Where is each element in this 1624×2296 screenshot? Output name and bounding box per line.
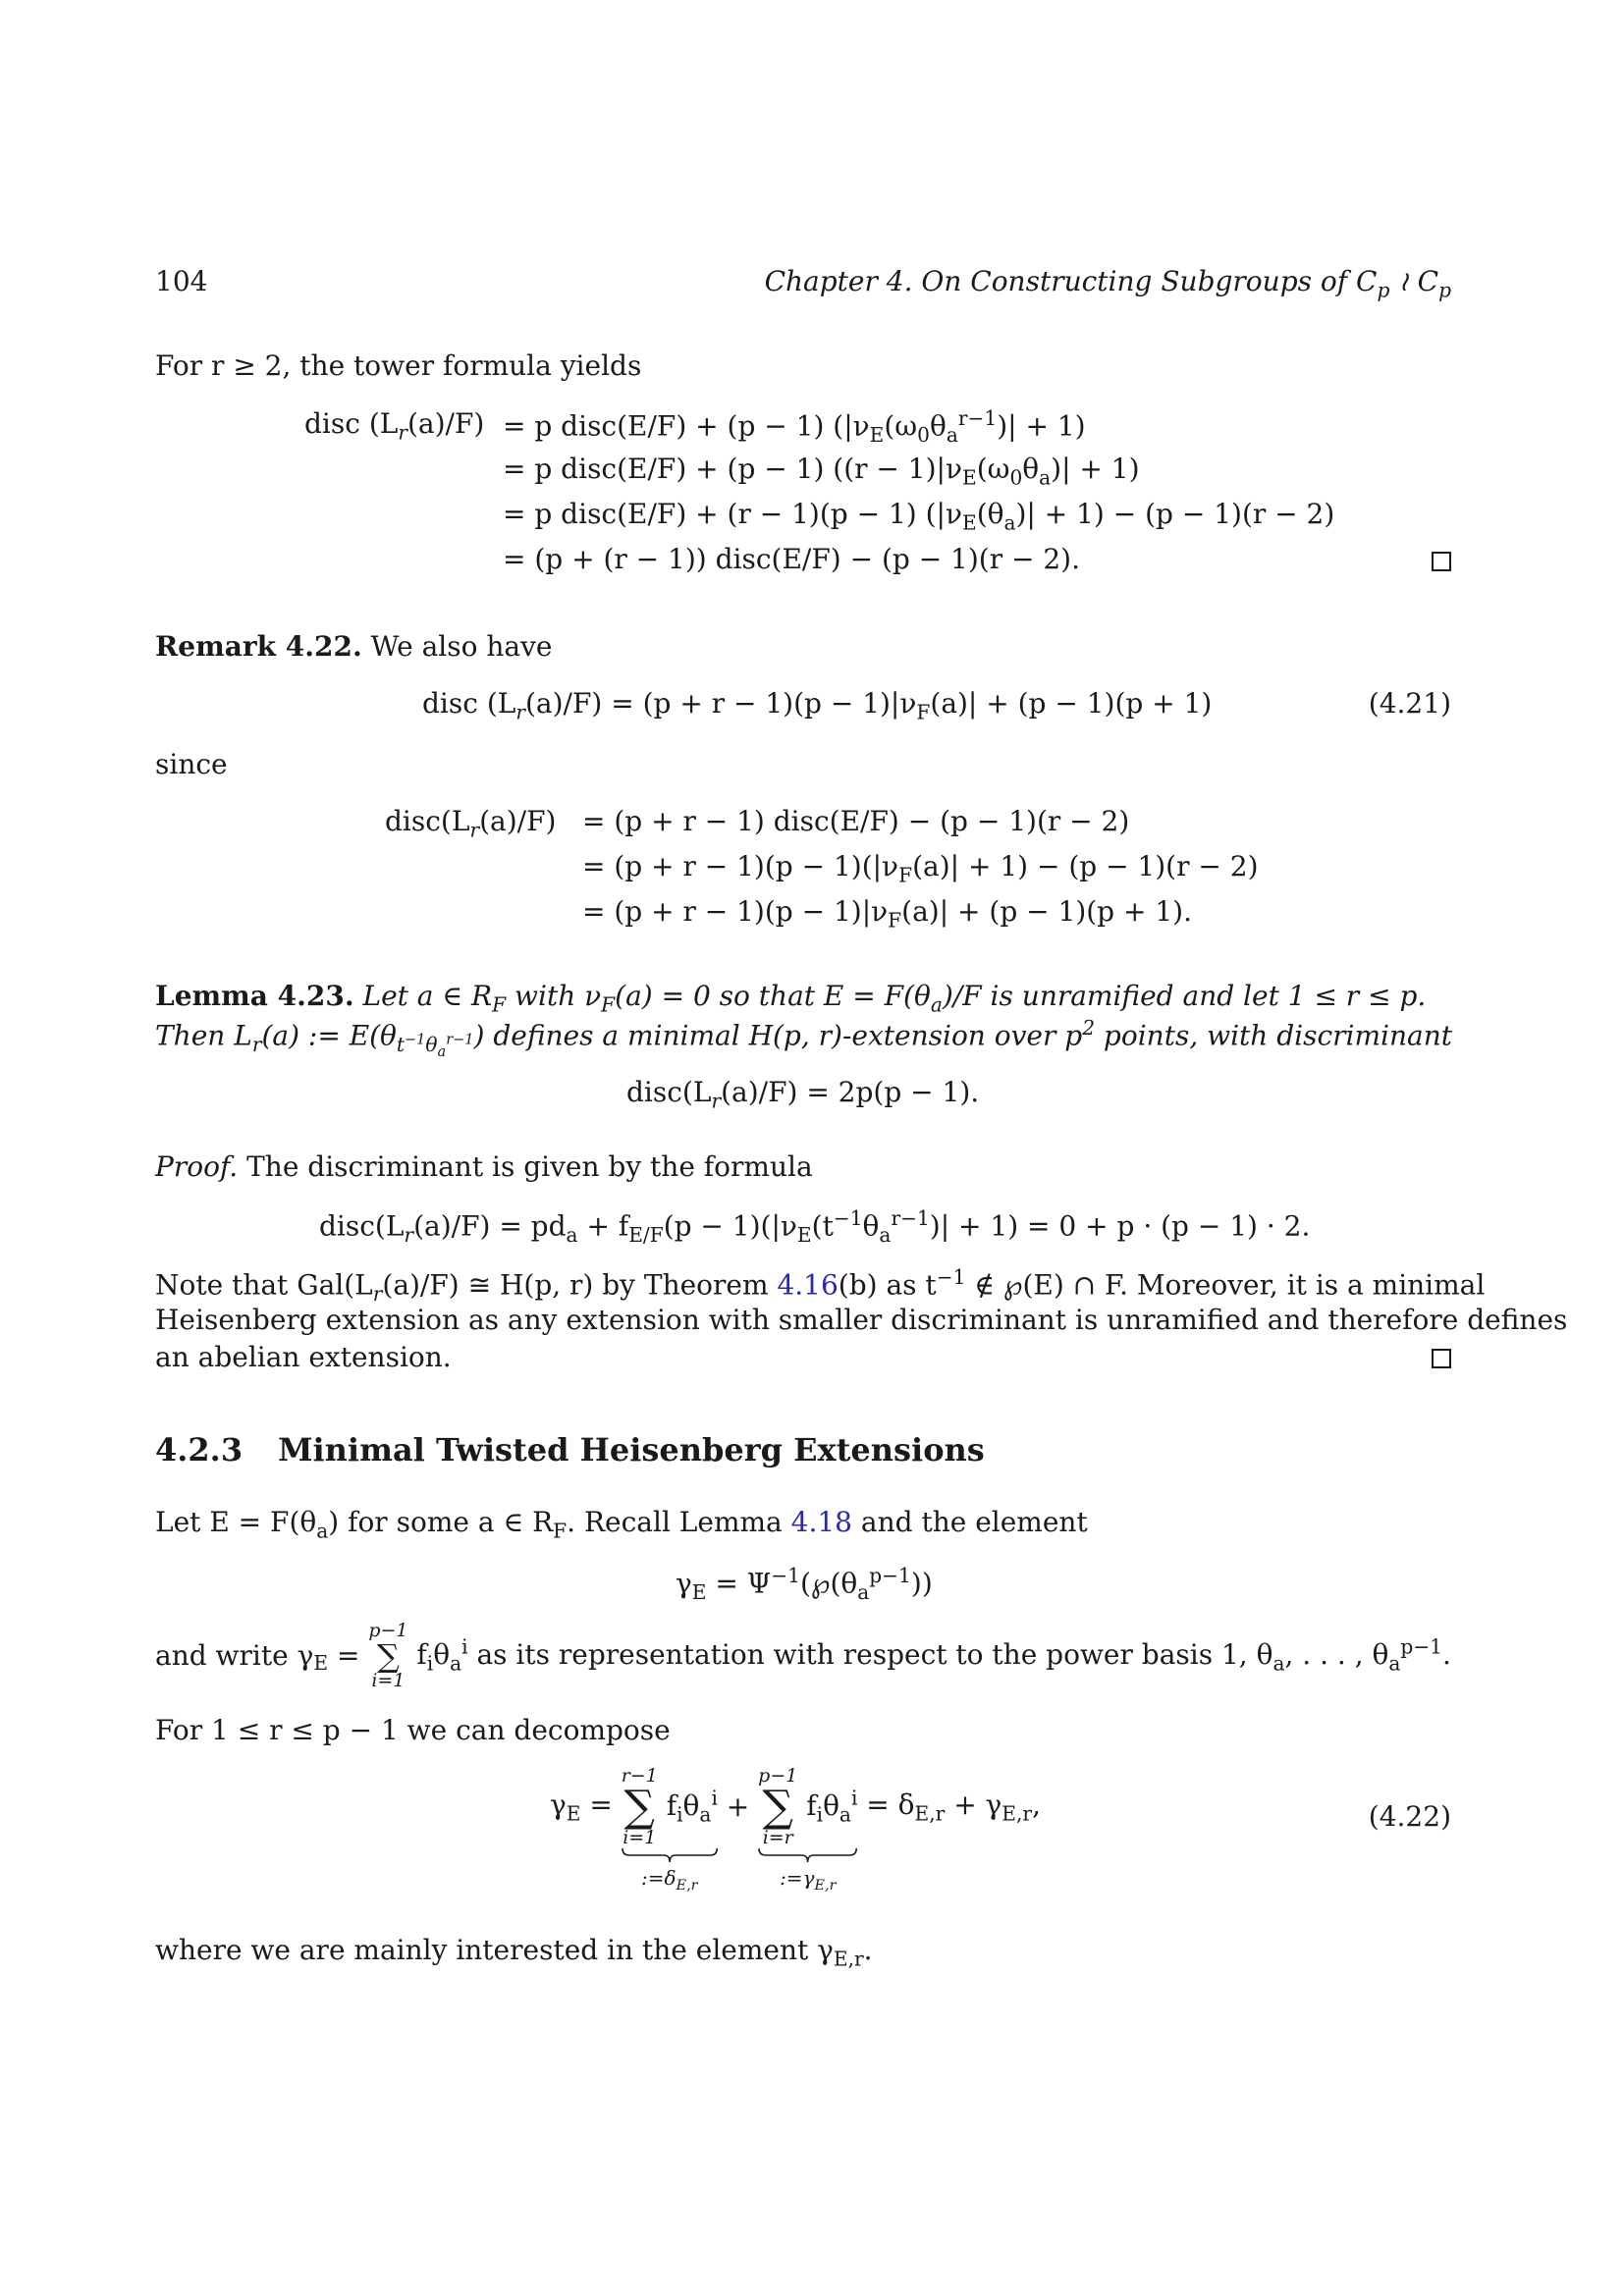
section-heading xyxy=(155,1429,985,1471)
proof-note-line-1: Note that $Gal(L_r(a)/F)$ ≅ H(p, r) by Theorem 4.16(b) as $t^{-1}$ ∉ ℘(E) ∩ F. Moreover, it is a minimal xyxy=(155,1265,1486,1306)
lemma-4-18-link[interactable]: 4.18 xyxy=(790,1506,852,1538)
since-equation-line-2: = $(p + r - 1)(p - 1)(|\nu_F(a)| + 1) - (p - 1)(r - 2)$ xyxy=(582,850,1259,887)
proof-note-line-2: Heisenberg extension as any extension with smaller discriminant is unramified and therefore defines xyxy=(155,1304,1568,1336)
tower-equation-line-3: = p disc(E/F) + (r − 1)(p − 1) $(|\nu_E(\theta_a)| + 1) - (p - 1)(r - 2)$ xyxy=(503,498,1335,535)
since-equation-lhs: $disc(L_r(a)/F)$ xyxy=(385,805,557,842)
tower-equation-line-4: = (p + (r − 1)) disc(E/F) − (p − 1)(r − 2). xyxy=(503,543,1080,575)
final-line: where we are mainly interested in the element $\gamma_{E,r}$. xyxy=(155,1934,873,1971)
gamma-equation: $\gamma_E$ = $\Psi^{-1}(℘(\theta_a^{p-1}))$ xyxy=(676,1564,933,1604)
gamma-underbrace: p−1 ∑ i=r $f_i\theta_a^i$ $:=\gamma_{E,r}$ xyxy=(758,1765,858,1894)
proof-equation: $disc(L_r(a)/F) = pd_a + f_{E/F}(p - 1)(|\nu_E(t^{-1}\theta_a^{r-1})| + 1) = 0 + p \cdot (p - 1) \cdot 2$. xyxy=(319,1206,1311,1247)
delta-underbrace: r−1 ∑ i=1 $f_i\theta_a^i$ $:=\delta_{E,r}$ xyxy=(621,1765,718,1894)
section-title: Minimal Twisted Heisenberg Extensions xyxy=(278,1431,985,1468)
tower-equation-line-2: = p disc(E/F) + (p − 1) $((r - 1)|\nu_E(\omega_0\theta_a)| + 1)$ xyxy=(503,453,1140,490)
sum-symbol: p−1 ∑ i=r xyxy=(758,1765,798,1848)
lemma-4-23-line-2: Then $L_r(a)$ := $E(\theta_{t^{-1}\theta_a^{r-1}})$ defines a minimal H(p, r)-extension over $p^2$ points, with discriminant xyxy=(155,1016,1453,1060)
proof-note-line-3: an abelian extension. xyxy=(155,1341,452,1373)
remark-equation: disc $(L_r(a)/F) = (p + r - 1)(p - 1)|\nu_F(a)| + (p - 1)(p + 1)$ xyxy=(422,687,1213,724)
power-basis-line: and write $\gamma_E$ = p−1 ∑ i=1 $f_i\theta_a^i$ as its representation with respect to the power basis 1, $\theta_a$, . . . , $\theta_a^{p-1}$. xyxy=(155,1620,1451,1691)
remark-4-22: Remark 4.22. We also have xyxy=(155,630,553,663)
decompose-text: For 1 ≤ r ≤ p − 1 we can decompose xyxy=(155,1714,671,1746)
sum-symbol: p−1 ∑ i=1 xyxy=(368,1620,408,1691)
intro-paragraph: For r ≥ 2, the tower formula yields xyxy=(155,349,642,382)
decomposition-equation: $\gamma_E$ = r−1 ∑ i=1 $f_i\theta_a^i$ $:=\delta_{E,r}$ + p−1 ∑ i=r $f_i\theta_a^i$ $:=\gamma_{E,r}$ = $\delta_{E,r} + \gamma_{E,r}$, xyxy=(550,1765,1041,1894)
tower-equation-lhs: disc $(L_r(a)/F)$ xyxy=(304,407,485,445)
underbrace-icon xyxy=(622,1847,718,1863)
tower-equation-line-1: = p disc(E/F) + (p − 1) $(|\nu_E(\omega_0\theta_a^{r-1})| + 1)$ xyxy=(503,406,1086,447)
sum-symbol: r−1 ∑ i=1 xyxy=(621,1765,658,1848)
section-number: 4.2.3 xyxy=(155,1431,244,1468)
equation-number-4-21: (4.21) xyxy=(1368,687,1451,720)
page-number: 104 xyxy=(155,265,208,297)
proof-intro: Proof. The discriminant is given by the formula xyxy=(155,1150,813,1183)
qed-square-icon xyxy=(1432,552,1451,571)
since-text: since xyxy=(155,748,228,780)
equation-number-4-22: (4.22) xyxy=(1368,1800,1451,1833)
lemma-4-23-line-1: Lemma 4.23. Let a ∈ $R_F$ with $\nu_F(a) = 0$ so that $E = F(\theta_a)/F$ is unramified and let 1 ≤ r ≤ p. xyxy=(155,980,1427,1017)
since-equation-line-1: = (p + r − 1) disc(E/F) − (p − 1)(r − 2) xyxy=(582,805,1130,837)
section-intro: Let $E = F(\theta_a)$ for some a ∈ $R_F$. Recall Lemma 4.18 and the element xyxy=(155,1506,1088,1543)
running-header: Chapter 4. On Constructing Subgroups of $C_p$ ≀ $C_p$ xyxy=(764,265,1451,302)
qed-square-icon xyxy=(1432,1349,1451,1368)
since-equation-line-3: = $(p + r - 1)(p - 1)|\nu_F(a)| + (p - 1)(p + 1)$. xyxy=(582,895,1193,933)
underbrace-icon xyxy=(758,1847,857,1863)
theorem-4-16-link[interactable]: 4.16 xyxy=(777,1268,839,1302)
lemma-discriminant-equation: $disc(L_r(a)/F) = 2p(p - 1)$. xyxy=(626,1076,980,1113)
